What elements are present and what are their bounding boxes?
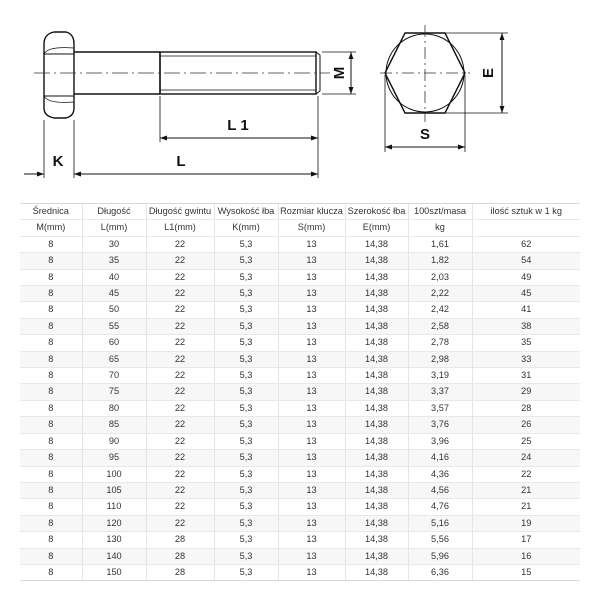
table-cell: 8 xyxy=(20,318,82,334)
table-cell: 5,3 xyxy=(214,433,278,449)
table-cell: 13 xyxy=(278,335,345,351)
table-cell: 65 xyxy=(82,351,146,367)
table-cell: 8 xyxy=(20,400,82,416)
table-row xyxy=(20,335,580,351)
table-row xyxy=(20,450,580,466)
table-cell: 5,3 xyxy=(214,400,278,416)
table-cell: 3,37 xyxy=(408,384,472,400)
table-cell: 8 xyxy=(20,269,82,285)
table-cell: 13 xyxy=(278,548,345,564)
table-cell: 5,3 xyxy=(214,515,278,531)
table-cell: 14,38 xyxy=(345,548,408,564)
table-cell: 5,3 xyxy=(214,450,278,466)
header-cell: Wysokość łba xyxy=(214,204,278,220)
table-cell: 14,38 xyxy=(345,417,408,433)
unit-cell: M(mm) xyxy=(20,220,82,236)
table-cell: 140 xyxy=(82,548,146,564)
table-cell: 45 xyxy=(82,286,146,302)
unit-cell: S(mm) xyxy=(278,220,345,236)
table-cell: 14,38 xyxy=(345,236,408,252)
table-cell: 5,3 xyxy=(214,466,278,482)
table-cell: 13 xyxy=(278,253,345,269)
table-cell: 5,3 xyxy=(214,482,278,498)
table-cell: 4,16 xyxy=(408,450,472,466)
table-row xyxy=(20,515,580,531)
bolt-side-view xyxy=(44,32,320,118)
table-cell: 22 xyxy=(146,417,214,433)
table-row xyxy=(20,368,580,384)
table-cell: 8 xyxy=(20,417,82,433)
table-cell: 8 xyxy=(20,286,82,302)
table-cell: 5,3 xyxy=(214,532,278,548)
table-cell: 3,57 xyxy=(408,400,472,416)
table-cell: 14,38 xyxy=(345,515,408,531)
table-row xyxy=(20,417,580,433)
table-cell: 14,38 xyxy=(345,286,408,302)
table-cell: 8 xyxy=(20,499,82,515)
table-cell: 29 xyxy=(472,384,580,400)
table-cell: 14,38 xyxy=(345,482,408,498)
table-cell: 8 xyxy=(20,548,82,564)
table-cell: 13 xyxy=(278,482,345,498)
table-row xyxy=(20,318,580,334)
table-cell: 2,22 xyxy=(408,286,472,302)
table-cell: 22 xyxy=(146,482,214,498)
table-cell: 50 xyxy=(82,302,146,318)
table-cell: 80 xyxy=(82,400,146,416)
label-s: S xyxy=(419,126,431,143)
unit-cell xyxy=(472,220,580,236)
table-cell: 49 xyxy=(472,269,580,285)
header-cell: Szerokość łba xyxy=(345,204,408,220)
table-cell: 28 xyxy=(146,564,214,580)
table-cell: 5,3 xyxy=(214,368,278,384)
label-l: L xyxy=(176,153,186,170)
table-cell: 13 xyxy=(278,351,345,367)
table-cell: 13 xyxy=(278,302,345,318)
table-cell: 21 xyxy=(472,499,580,515)
table-cell: 22 xyxy=(146,466,214,482)
table-cell: 14,38 xyxy=(345,351,408,367)
header-cell: Średnica xyxy=(20,204,82,220)
table-cell: 22 xyxy=(146,318,214,334)
table-cell: 13 xyxy=(278,433,345,449)
table-cell: 41 xyxy=(472,302,580,318)
unit-cell: L1(mm) xyxy=(146,220,214,236)
header-cell: 100szt/masa xyxy=(408,204,472,220)
table-cell: 28 xyxy=(146,548,214,564)
table-cell: 30 xyxy=(82,236,146,252)
table-row xyxy=(20,482,580,498)
table-cell: 60 xyxy=(82,335,146,351)
table-cell: 8 xyxy=(20,466,82,482)
table-cell: 2,78 xyxy=(408,335,472,351)
table-cell: 22 xyxy=(146,368,214,384)
table-row xyxy=(20,548,580,564)
table-cell: 35 xyxy=(82,253,146,269)
table-cell: 13 xyxy=(278,318,345,334)
table-row xyxy=(20,466,580,482)
table-cell: 62 xyxy=(472,236,580,252)
table-cell: 5,3 xyxy=(214,269,278,285)
table-cell: 8 xyxy=(20,335,82,351)
table-cell: 45 xyxy=(472,286,580,302)
table-cell: 16 xyxy=(472,548,580,564)
table-cell: 8 xyxy=(20,236,82,252)
table-cell: 35 xyxy=(472,335,580,351)
table-cell: 3,76 xyxy=(408,417,472,433)
table-cell: 8 xyxy=(20,302,82,318)
table-cell: 2,42 xyxy=(408,302,472,318)
table-cell: 22 xyxy=(146,515,214,531)
table-row xyxy=(20,499,580,515)
table-cell: 14,38 xyxy=(345,450,408,466)
table-cell: 2,58 xyxy=(408,318,472,334)
table-cell: 110 xyxy=(82,499,146,515)
table-cell: 14,38 xyxy=(345,335,408,351)
table-body xyxy=(20,236,580,581)
table-cell: 13 xyxy=(278,515,345,531)
table-cell: 5,3 xyxy=(214,548,278,564)
bolt-head-chamfer-top xyxy=(44,48,74,54)
table-cell: 28 xyxy=(146,532,214,548)
table-cell: 14,38 xyxy=(345,253,408,269)
table-cell: 54 xyxy=(472,253,580,269)
table-row xyxy=(20,400,580,416)
table-cell: 14,38 xyxy=(345,368,408,384)
table-cell: 13 xyxy=(278,400,345,416)
label-l1: L 1 xyxy=(227,117,249,134)
unit-cell: kg xyxy=(408,220,472,236)
table-cell: 22 xyxy=(146,286,214,302)
table-cell: 8 xyxy=(20,564,82,580)
table-cell: 22 xyxy=(146,253,214,269)
label-e: E xyxy=(480,67,497,79)
extension-lines xyxy=(44,52,356,178)
table-cell: 8 xyxy=(20,532,82,548)
table-cell: 120 xyxy=(82,515,146,531)
table-cell: 3,96 xyxy=(408,433,472,449)
table-cell: 5,3 xyxy=(214,318,278,334)
table-cell: 6,36 xyxy=(408,564,472,580)
header-cell: ilość sztuk w 1 kg xyxy=(472,204,580,220)
table-cell: 22 xyxy=(472,466,580,482)
table-cell: 105 xyxy=(82,482,146,498)
table-cell: 95 xyxy=(82,450,146,466)
label-k: K xyxy=(52,153,64,170)
table-cell: 14,38 xyxy=(345,318,408,334)
unit-cell: K(mm) xyxy=(214,220,278,236)
table-cell: 19 xyxy=(472,515,580,531)
table-cell: 1,82 xyxy=(408,253,472,269)
table-cell: 5,3 xyxy=(214,335,278,351)
table-cell: 5,16 xyxy=(408,515,472,531)
table-cell: 17 xyxy=(472,532,580,548)
table-cell: 2,98 xyxy=(408,351,472,367)
table-row xyxy=(20,286,580,302)
table-cell: 150 xyxy=(82,564,146,580)
table-cell: 5,3 xyxy=(214,417,278,433)
table-cell: 22 xyxy=(146,450,214,466)
hex-center-lines xyxy=(380,25,470,122)
table-cell: 14,38 xyxy=(345,564,408,580)
table-cell: 14,38 xyxy=(345,384,408,400)
table-cell: 24 xyxy=(472,450,580,466)
table-cell: 5,3 xyxy=(214,384,278,400)
table-cell: 22 xyxy=(146,302,214,318)
table-cell: 85 xyxy=(82,417,146,433)
table-cell: 4,76 xyxy=(408,499,472,515)
table-cell: 4,36 xyxy=(408,466,472,482)
header-cell: Rozmiar klucza xyxy=(278,204,345,220)
table-cell: 13 xyxy=(278,532,345,548)
table-row xyxy=(20,253,580,269)
table-row xyxy=(20,236,580,252)
table-cell: 70 xyxy=(82,368,146,384)
table-cell: 14,38 xyxy=(345,302,408,318)
table-cell: 22 xyxy=(146,384,214,400)
table-cell: 22 xyxy=(146,269,214,285)
table-cell: 5,3 xyxy=(214,564,278,580)
header-cell: Długość xyxy=(82,204,146,220)
table-cell: 3,19 xyxy=(408,368,472,384)
table-cell: 14,38 xyxy=(345,499,408,515)
table-cell: 130 xyxy=(82,532,146,548)
bolt-technical-drawing xyxy=(0,0,600,200)
table-cell: 55 xyxy=(82,318,146,334)
table-cell: 5,3 xyxy=(214,499,278,515)
table-cell: 5,3 xyxy=(214,302,278,318)
table-row xyxy=(20,564,580,580)
table-cell: 8 xyxy=(20,515,82,531)
table-cell: 13 xyxy=(278,564,345,580)
table-cell: 22 xyxy=(146,433,214,449)
table-cell: 13 xyxy=(278,368,345,384)
unit-cell: E(mm) xyxy=(345,220,408,236)
table-cell: 13 xyxy=(278,269,345,285)
table-cell: 28 xyxy=(472,400,580,416)
table-cell: 1,61 xyxy=(408,236,472,252)
table-cell: 4,56 xyxy=(408,482,472,498)
table-cell: 14,38 xyxy=(345,433,408,449)
table-cell: 14,38 xyxy=(345,400,408,416)
table-row xyxy=(20,269,580,285)
table-header xyxy=(20,204,580,237)
table-row xyxy=(20,302,580,318)
table-cell: 13 xyxy=(278,286,345,302)
table-cell: 22 xyxy=(146,499,214,515)
table-cell: 5,96 xyxy=(408,548,472,564)
table-row xyxy=(20,433,580,449)
table-cell: 5,3 xyxy=(214,351,278,367)
table-cell: 22 xyxy=(146,335,214,351)
bolt-head-outline xyxy=(44,32,74,118)
table-cell: 25 xyxy=(472,433,580,449)
table-cell: 21 xyxy=(472,482,580,498)
header-row xyxy=(20,204,580,220)
bolt-spec-table xyxy=(20,203,580,581)
table-cell: 8 xyxy=(20,253,82,269)
table-cell: 5,3 xyxy=(214,286,278,302)
table-cell: 22 xyxy=(146,236,214,252)
table-cell: 13 xyxy=(278,499,345,515)
table-cell: 13 xyxy=(278,466,345,482)
table-cell: 22 xyxy=(146,351,214,367)
table-cell: 5,3 xyxy=(214,236,278,252)
table-cell: 38 xyxy=(472,318,580,334)
table-cell: 14,38 xyxy=(345,466,408,482)
header-cell: Długość gwintu xyxy=(146,204,214,220)
table-cell: 8 xyxy=(20,482,82,498)
table-cell: 8 xyxy=(20,368,82,384)
table-cell: 8 xyxy=(20,351,82,367)
table-cell: 22 xyxy=(146,400,214,416)
table-cell: 75 xyxy=(82,384,146,400)
table-cell: 31 xyxy=(472,368,580,384)
table-row xyxy=(20,384,580,400)
table-cell: 40 xyxy=(82,269,146,285)
table-cell: 13 xyxy=(278,384,345,400)
bolt-head-chamfer-bottom xyxy=(44,96,74,102)
table-cell: 13 xyxy=(278,450,345,466)
unit-row xyxy=(20,220,580,236)
table-cell: 5,56 xyxy=(408,532,472,548)
table-cell: 90 xyxy=(82,433,146,449)
table-cell: 13 xyxy=(278,236,345,252)
table-cell: 14,38 xyxy=(345,532,408,548)
table-cell: 2,03 xyxy=(408,269,472,285)
table-cell: 5,3 xyxy=(214,253,278,269)
table-row xyxy=(20,532,580,548)
table-cell: 8 xyxy=(20,433,82,449)
table-cell: 100 xyxy=(82,466,146,482)
unit-cell: L(mm) xyxy=(82,220,146,236)
table-cell: 8 xyxy=(20,384,82,400)
table-cell: 14,38 xyxy=(345,269,408,285)
table-cell: 8 xyxy=(20,450,82,466)
table-cell: 26 xyxy=(472,417,580,433)
label-m: M xyxy=(331,66,348,80)
table-row xyxy=(20,351,580,367)
table-cell: 15 xyxy=(472,564,580,580)
table-cell: 13 xyxy=(278,417,345,433)
table-cell: 33 xyxy=(472,351,580,367)
